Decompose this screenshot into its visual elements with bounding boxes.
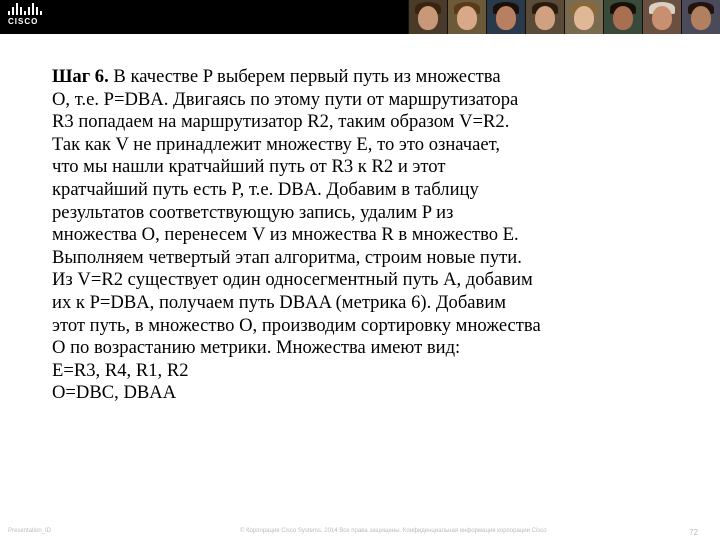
- header-photo: [486, 0, 525, 34]
- footer-copyright: © Корпорация Cisco Systems, 2014 Все права защищены. Конфиденциальная информация корпорации Cisco: [240, 528, 547, 534]
- header-photo: [603, 0, 642, 34]
- header-photo: [447, 0, 486, 34]
- body-line: R3 попадаем на маршрутизатор R2, таким образом V=R2.: [52, 111, 510, 133]
- body-line: O=DBC, DBAA: [52, 382, 177, 404]
- header-bar: [0, 0, 720, 34]
- step-label: Шаг 6.: [52, 66, 109, 87]
- body-line: Из V=R2 существует один односегментный путь A, добавим: [52, 269, 533, 291]
- body-line: Так как V не принадлежит множеству E, то это означает,: [52, 133, 501, 155]
- body-line: этот путь, в множество O, производим сортировку множества: [52, 314, 541, 336]
- body-line: кратчайший путь есть P, т.е. DBA. Добавим в таблицу: [52, 178, 479, 200]
- footer-presentation-id: Presentation_ID: [8, 528, 52, 534]
- header-photo: [681, 0, 720, 34]
- cisco-bridge-logo-icon: [8, 3, 48, 15]
- header-photo: [642, 0, 681, 34]
- body-line: что мы нашли кратчайший путь от R3 к R2 и этот: [52, 156, 446, 178]
- footer-page-number: 72: [689, 528, 698, 537]
- header-photo: [564, 0, 603, 34]
- body-line: множества O, перенесем V из множества R в множество E.: [52, 224, 519, 246]
- body-line: E=R3, R4, R1, R2: [52, 359, 189, 381]
- logo-text: CISCO: [8, 17, 39, 26]
- slide-body-text: [52, 66, 702, 405]
- body-line: их к P=DBA, получаем путь DBAA (метрика 6). Добавим: [52, 291, 507, 313]
- body-line: Выполняем четвертый этап алгоритма, строим новые пути.: [52, 246, 522, 268]
- body-line: Шаг 6. В качестве P выберем первый путь из множества: [52, 66, 501, 87]
- body-line: O по возрастанию метрики. Множества имеют вид:: [52, 337, 461, 359]
- header-photo: [408, 0, 447, 34]
- header-photo-strip: [408, 0, 720, 34]
- body-line: O, т.е. P=DBA. Двигаясь по этому пути от маршрутизатора: [52, 88, 519, 110]
- header-photo: [525, 0, 564, 34]
- body-line: результатов соответствующую запись, удалим P из: [52, 201, 454, 223]
- cisco-logo: [8, 3, 48, 29]
